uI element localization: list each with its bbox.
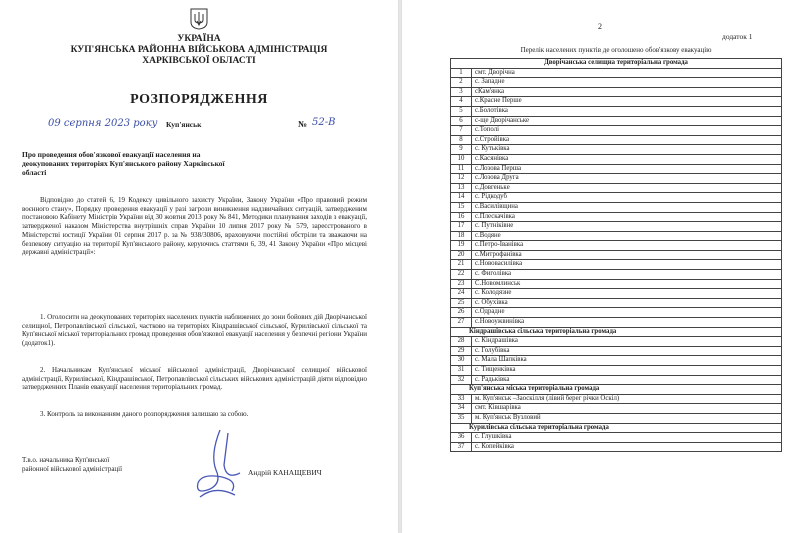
row-number-cell: 11: [451, 164, 472, 174]
row-number-cell: 26: [451, 308, 472, 318]
table-row: [451, 106, 782, 116]
settlement-name-cell: с. Рідкодуб: [472, 193, 782, 203]
table-row: [451, 212, 782, 222]
document-title: РОЗПОРЯДЖЕННЯ: [130, 92, 268, 107]
signature-position: [22, 456, 122, 474]
settlements-table: [450, 58, 782, 452]
row-number-cell: 21: [451, 260, 472, 270]
row-number-cell: 27: [451, 318, 472, 328]
table-group-row: [451, 327, 782, 337]
table-row: [451, 404, 782, 414]
row-number-cell: 4: [451, 97, 472, 107]
settlement-name-cell: с. Копейківка: [472, 442, 782, 452]
table-row: [451, 78, 782, 88]
row-number-cell: 15: [451, 202, 472, 212]
table-group-row: [451, 59, 782, 69]
settlement-name-cell: с.Водяне: [472, 231, 782, 241]
group-name-cell: Дворічанська селищна територіальна громада: [451, 59, 782, 69]
document-page-left: [0, 0, 398, 533]
document-subject: Про проведення обов'язкової евакуації населення на деокупованих територіях Куп'янського району Харківської області: [22, 150, 225, 177]
settlement-name-cell: с.Лозова Перша: [472, 164, 782, 174]
row-number-cell: 1: [451, 68, 472, 78]
order-item-3: 3. Контроль за виконанням даного розпорядження залишаю за собою.: [40, 410, 249, 418]
table-group-row: [451, 423, 782, 433]
table-row: [451, 231, 782, 241]
row-number-cell: 14: [451, 193, 472, 203]
row-number-cell: 37: [451, 442, 472, 452]
settlement-name-cell: с. Западне: [472, 78, 782, 88]
row-number-cell: 24: [451, 289, 472, 299]
settlement-name-cell: с.Одрадне: [472, 308, 782, 318]
table-row: [451, 250, 782, 260]
table-group-row: [451, 385, 782, 395]
table-row: [451, 375, 782, 385]
order-item-1: 1. Оголосити на деокупованих територіях населених пунктів наближених до зони бойових дій Дворічанської селищної, Петропавлівської сільської, частково на територіях Кіндрашівської сільської, Курилівської сільської та Куп'янської міської територіальних громад проведення обов'язкової евакуації населення у безпечні регіони України (додаток1).: [22, 313, 367, 348]
settlement-name-cell: с.Нововасилівка: [472, 260, 782, 270]
table-row: [451, 174, 782, 184]
table-row: [451, 394, 782, 404]
row-number-cell: 28: [451, 337, 472, 347]
settlement-name-cell: с. Кіндрашівка: [472, 337, 782, 347]
table-row: [451, 413, 782, 423]
table-row: [451, 356, 782, 366]
order-item-2: 2. Начальникам Куп'янської міської військової адміністрації, Дворічанської селищної військової адміністрації, Курилівської, Кіндрашівської, Петропавлівської сільських військових адміністрацій діяти відповідно затвердженних Планів евакуації населення територіальних громад.: [22, 366, 367, 392]
table-row: [451, 366, 782, 376]
row-number-cell: 13: [451, 183, 472, 193]
settlement-name-cell: с. Глушківка: [472, 433, 782, 443]
table-row: [451, 126, 782, 136]
settlement-name-cell: с. Мала Шапківка: [472, 356, 782, 366]
settlement-name-cell: смт. Дворічна: [472, 68, 782, 78]
row-number-cell: 31: [451, 366, 472, 376]
table-row: [451, 116, 782, 126]
row-number-cell: 3: [451, 87, 472, 97]
table-row: [451, 346, 782, 356]
page-number: 2: [598, 22, 602, 31]
table-row: [451, 193, 782, 203]
signature-name: Андрій КАНАЩЕВИЧ: [248, 468, 322, 477]
coat-of-arms-icon: [190, 8, 208, 30]
row-number-cell: 9: [451, 145, 472, 155]
document-number: 52-В: [312, 117, 336, 128]
row-number-cell: 17: [451, 222, 472, 232]
row-number-cell: 7: [451, 126, 472, 136]
table-row: [451, 318, 782, 328]
table-row: [451, 68, 782, 78]
table-row: [451, 145, 782, 155]
row-number-cell: 30: [451, 356, 472, 366]
table-row: [451, 337, 782, 347]
row-number-cell: 10: [451, 154, 472, 164]
table-row: [451, 241, 782, 251]
table-row: [451, 202, 782, 212]
settlement-name-cell: с.Стройівка: [472, 135, 782, 145]
header-country: УКРАЇНА: [177, 34, 221, 44]
row-number-cell: 5: [451, 106, 472, 116]
table-row: [451, 164, 782, 174]
row-number-cell: 34: [451, 404, 472, 414]
document-date: 09 серпня 2023 року: [48, 118, 158, 129]
settlement-name-cell: с.Митрофанівка: [472, 250, 782, 260]
settlement-name-cell: с. Путніківне: [472, 222, 782, 232]
row-number-cell: 19: [451, 241, 472, 251]
row-number-cell: 33: [451, 394, 472, 404]
table-row: [451, 298, 782, 308]
row-number-cell: 32: [451, 375, 472, 385]
settlement-name-cell: м. Куп'янськ Вузловий: [472, 413, 782, 423]
row-number-cell: 2: [451, 78, 472, 88]
group-name-cell: Кіндрашівська сільська територіальна громада: [451, 327, 782, 337]
row-number-cell: 20: [451, 250, 472, 260]
settlement-name-cell: смт. Ківшарівка: [472, 404, 782, 414]
settlement-name-cell: м. Куп'янськ –Заоскілля (лівий берег річки Оскіл): [472, 394, 782, 404]
table-row: [451, 97, 782, 107]
settlement-name-cell: сКам'янка: [472, 87, 782, 97]
row-number-cell: 6: [451, 116, 472, 126]
settlement-name-cell: С.Новомлинськ: [472, 279, 782, 289]
preamble-paragraph: Відповідно до статей 6, 19 Кодексу цивільного захисту України, Закону України «Про правовий режим воєнного стану», Порядку проведення евакуації у разі загрози виникнення надзвичайних ситуацій, затвердженим постановою Кабінету Міністрів України від 30 жовтня 2013 року № 841, Методики планування заходів з евакуації, затвердженої наказом Міністерства внутрішніх справ України 10 липня 2017 року № 579, зареєстрованого в Міністерстві юстиції України 01 серпня 2017 р. за № 938/30806, враховуючи постійні обстріли та зважаючи на безпекову ситуацію на території Куп'янського району, керуючись статтями 6, 39, 41 Закону України «Про місцеві державні адміністрації»:: [22, 196, 367, 257]
table-row: [451, 308, 782, 318]
row-number-cell: 25: [451, 298, 472, 308]
settlement-name-cell: с.Плескачівка: [472, 212, 782, 222]
annex-label: додаток 1: [722, 32, 753, 41]
table-title: Перелік населених пунктів де оголошено обов'язкову евакуацію: [520, 46, 712, 54]
table-row: [451, 87, 782, 97]
row-number-cell: 23: [451, 279, 472, 289]
table-row: [451, 289, 782, 299]
settlement-name-cell: с. Голубівка: [472, 346, 782, 356]
table-row: [451, 154, 782, 164]
settlement-name-cell: с.Лозова Друга: [472, 174, 782, 184]
row-number-cell: 35: [451, 413, 472, 423]
table-row: [451, 222, 782, 232]
row-number-cell: 8: [451, 135, 472, 145]
settlement-name-cell: с.Новоужвинівка: [472, 318, 782, 328]
table-row: [451, 183, 782, 193]
settlement-name-cell: с.Петро-Іванівка: [472, 241, 782, 251]
row-number-cell: 29: [451, 346, 472, 356]
header-administration: КУП'ЯНСЬКА РАЙОННА ВІЙСЬКОВА АДМІНІСТРАЦІЯ: [70, 45, 328, 55]
table-row: [451, 135, 782, 145]
table-row: [451, 270, 782, 280]
settlement-name-cell: с.Довгенькe: [472, 183, 782, 193]
settlement-name-cell: с. Фиголівка: [472, 270, 782, 280]
settlement-name-cell: с. Колодязне: [472, 289, 782, 299]
settlement-name-cell: с.Василівщина: [472, 202, 782, 212]
settlement-name-cell: с. Кутьківка: [472, 145, 782, 155]
table-row: [451, 433, 782, 443]
document-page-right: [402, 0, 800, 533]
row-number-cell: 22: [451, 270, 472, 280]
row-number-cell: 18: [451, 231, 472, 241]
row-number-cell: 36: [451, 433, 472, 443]
row-number-cell: 12: [451, 174, 472, 184]
group-name-cell: Курилівська сільська територіальна громада: [451, 423, 782, 433]
table-row: [451, 442, 782, 452]
settlement-name-cell: с.Болотівка: [472, 106, 782, 116]
signature-position-line-1: Т.в.о. начальника Куп'янської: [22, 456, 110, 464]
settlement-name-cell: с. Обухівка: [472, 298, 782, 308]
row-number-cell: 16: [451, 212, 472, 222]
table-row: [451, 279, 782, 289]
document-number-prefix: №: [298, 119, 308, 129]
document-city: Куп'янськ: [166, 120, 202, 129]
settlement-name-cell: с.Тополі: [472, 126, 782, 136]
signature-position-line-2: районної військової адміністрації: [22, 465, 123, 473]
table-row: [451, 260, 782, 270]
settlement-name-cell: с.Красне Перше: [472, 97, 782, 107]
settlement-name-cell: с. Тищенківка: [472, 366, 782, 376]
settlement-name-cell: с-ще Дворічанське: [472, 116, 782, 126]
group-name-cell: Куп'янська міська територіальна громада: [451, 385, 782, 395]
settlement-name-cell: с. Радьківка: [472, 375, 782, 385]
handwritten-signature: [180, 425, 250, 500]
header-region: ХАРКІВСЬКОЇ ОБЛАСТІ: [142, 56, 256, 66]
settlement-name-cell: с.Касянівка: [472, 154, 782, 164]
